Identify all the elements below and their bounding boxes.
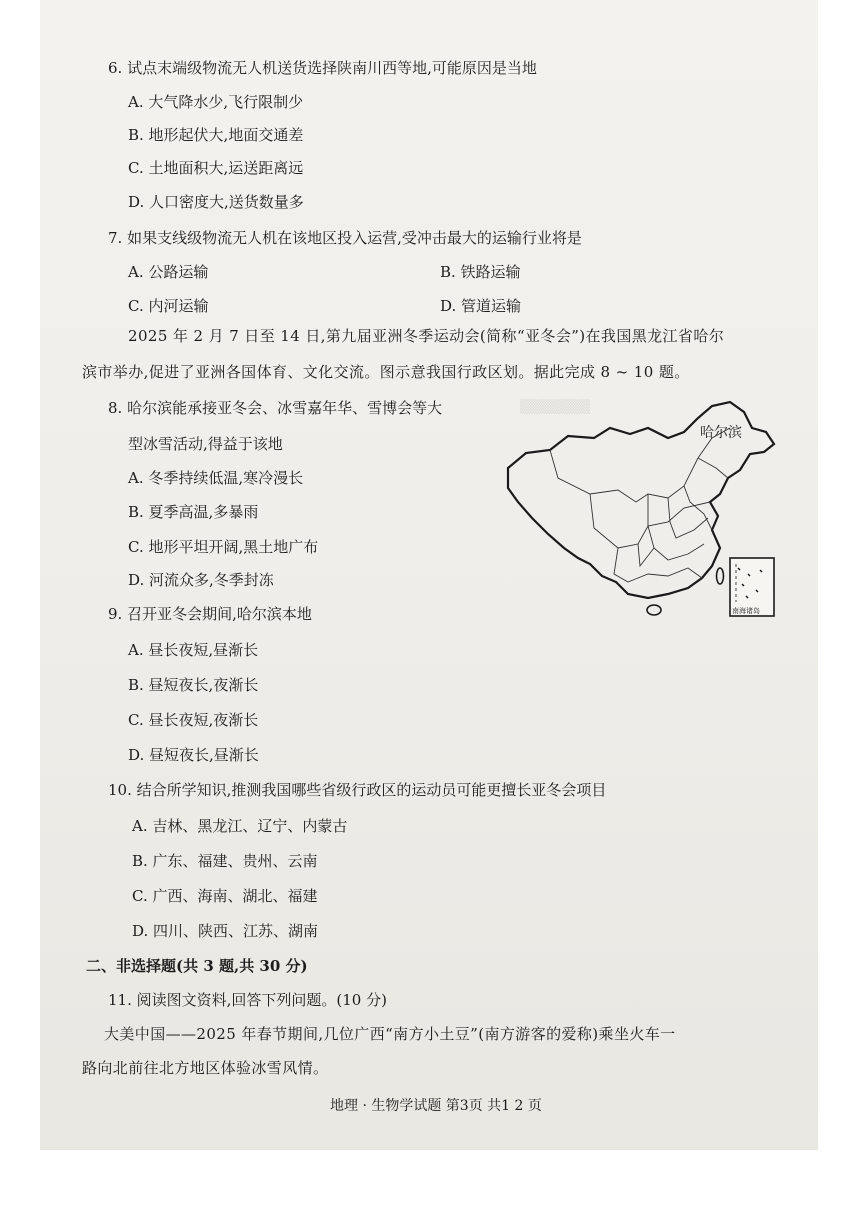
question-9-option-b: B. 昼短夜长,夜渐长 [128,676,259,694]
scan-margin-right [818,0,860,1150]
question-6-option-d: D. 人口密度大,送货数量多 [128,193,304,211]
passage-line-2: 滨市举办,促进了亚洲各国体育、文化交流。图示意我国行政区划。据此完成 8 ~ 10 题。 [82,363,690,381]
question-7-option-a: A. 公路运输 [128,263,209,281]
scan-margin-left [0,0,40,1150]
question-8-stem-1: 8. 哈尔滨能承接亚冬会、冰雪嘉年华、雪博会等大 [108,399,443,417]
question-8-option-b: B. 夏季高温,多暴雨 [128,503,259,521]
question-10-stem: 10. 结合所学知识,推测我国哪些省级行政区的运动员可能更擅长亚冬会项目 [108,781,607,799]
question-9-option-a: A. 昼长夜短,昼渐长 [128,641,259,659]
page-footer: 地理 · 生物学试题 第3页 共1 2 页 [330,1098,542,1114]
question-6-option-a: A. 大气降水少,飞行限制少 [128,93,304,111]
question-11-stem: 11. 阅读图文资料,回答下列问题。(10 分) [108,991,387,1009]
bleed-through: ▒▒▒▒▒▒▒ [520,400,590,415]
question-8-stem-2: 型冰雪活动,得益于该地 [128,435,283,453]
question-8-option-c: C. 地形平坦开阔,黑土地广布 [128,538,319,556]
question-6-option-b: B. 地形起伏大,地面交通差 [128,126,304,144]
harbin-label: 哈尔滨 [700,425,742,441]
question-10-option-b: B. 广东、福建、贵州、云南 [132,852,318,870]
question-11-passage-2: 路向北前往北方地区体验冰雪风情。 [82,1059,329,1077]
china-map-figure [498,398,780,620]
question-6-stem: 6. 试点末端级物流无人机送货选择陕南川西等地,可能原因是当地 [108,59,537,77]
passage-line-1: 2025 年 2 月 7 日至 14 日,第九届亚洲冬季运动会(简称“亚冬会”)在我国黑龙江省哈尔 [128,327,725,345]
question-6-option-c: C. 土地面积大,运送距离远 [128,159,304,177]
question-10-option-d: D. 四川、陕西、江苏、湖南 [132,922,319,940]
question-9-stem: 9. 召开亚冬会期间,哈尔滨本地 [108,605,312,623]
question-7-option-d: D. 管道运输 [440,297,522,315]
question-9-option-c: C. 昼长夜短,夜渐长 [128,711,259,729]
question-10-option-a: A. 吉林、黑龙江、辽宁、内蒙古 [132,817,348,835]
question-8-option-d: D. 河流众多,冬季封冻 [128,571,274,589]
question-9-option-d: D. 昼短夜长,昼渐长 [128,746,259,764]
question-7-option-b: B. 铁路运输 [440,263,521,281]
question-7-stem: 7. 如果支线级物流无人机在该地区投入运营,受冲击最大的运输行业将是 [108,229,582,247]
scan-margin-bottom [0,1150,860,1217]
inset-label: 南海诸岛 [732,607,760,615]
question-8-option-a: A. 冬季持续低温,寒冷漫长 [128,469,304,487]
question-11-passage-1: 大美中国——2025 年春节期间,几位广西“南方小土豆”(南方游客的爱称)乘坐火车一 [104,1025,676,1043]
question-10-option-c: C. 广西、海南、湖北、福建 [132,887,318,905]
section-2-heading: 二、非选择题(共 3 题,共 30 分) [86,957,308,975]
hainan-island [647,605,661,615]
taiwan-island [717,568,724,584]
question-7-option-c: C. 内河运输 [128,297,209,315]
